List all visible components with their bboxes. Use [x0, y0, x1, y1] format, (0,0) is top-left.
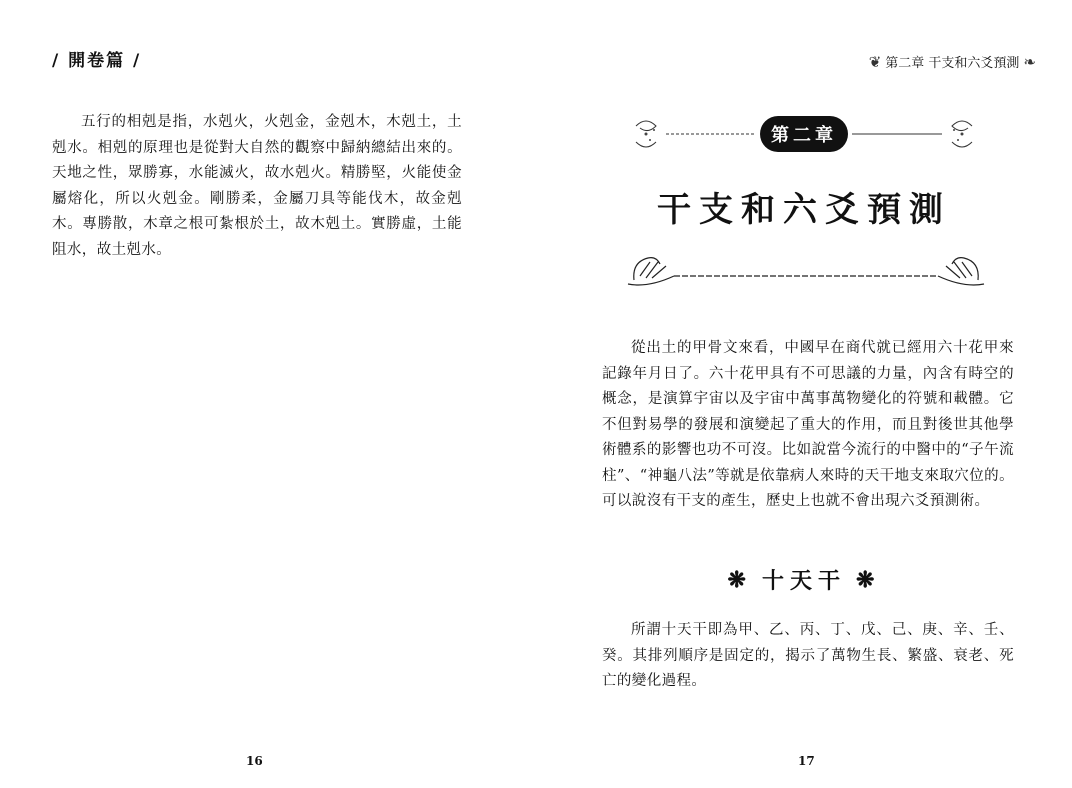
chapter-badge: 第二章 [760, 116, 848, 152]
title-rule-ornament-icon [626, 246, 986, 296]
section-heading [536, 564, 1072, 595]
running-head [869, 52, 1036, 71]
flower-ornament-icon: ❋ [856, 566, 881, 593]
running-head: / 開卷篇 / [52, 51, 142, 71]
body-paragraph: 五行的相剋是指，水剋火，火剋金，金剋木，木剋土，土剋水。相剋的原理也是從對大自然的觀察中歸納總結出來的。天地之性，眾勝寡，水能滅火，故水剋火。精勝堅，火能使金屬熔化，所以火剋金。剛勝柔，金屬刀具等能伐木，故金剋木。專勝散，木章之根可紮根於土，故木剋土。實勝虛，土能阻水，故土剋水。 [52, 114, 462, 258]
swirl-ornament-icon: ❧ [1023, 52, 1036, 71]
page-number: 16 [246, 754, 263, 768]
body-paragraph: 所謂十天干即為甲、乙、丙、丁、戊、己、庚、辛、壬、癸。其排列順序是固定的，揭示了萬物生長、繁盛、衰老、死亡的變化過程。 [602, 622, 1014, 689]
page-number: 17 [798, 754, 815, 768]
body-paragraph: 從出土的甲骨文來看，中國早在商代就已經用六十花甲來記錄年月日了。六十花甲具有不可思議的力量，內含有時空的概念，是演算宇宙以及宇宙中萬事萬物變化的符號和載體。它不但對易學的發展和演變起了重大的作用，而且對後世其他學術體系的影響也功不可沒。比如說當今流行的中醫中的“子午流柱”、“神龜八法”等就是依靠病人來時的天干地支來取穴位的。可以說沒有干支的產生，歷史上也就不會出現六爻預測術。 [602, 340, 1014, 509]
section-heading-text: 十天干 [761, 568, 846, 594]
right-page [536, 0, 1072, 788]
swirl-ornament-icon: ❦ [868, 52, 882, 71]
running-head-text: 第二章 干支和六爻預測 [885, 56, 1020, 71]
chapter-banner [626, 112, 982, 156]
flower-ornament-icon: ❋ [727, 566, 752, 593]
chapter-title: 干支和六爻預測 [657, 190, 951, 230]
